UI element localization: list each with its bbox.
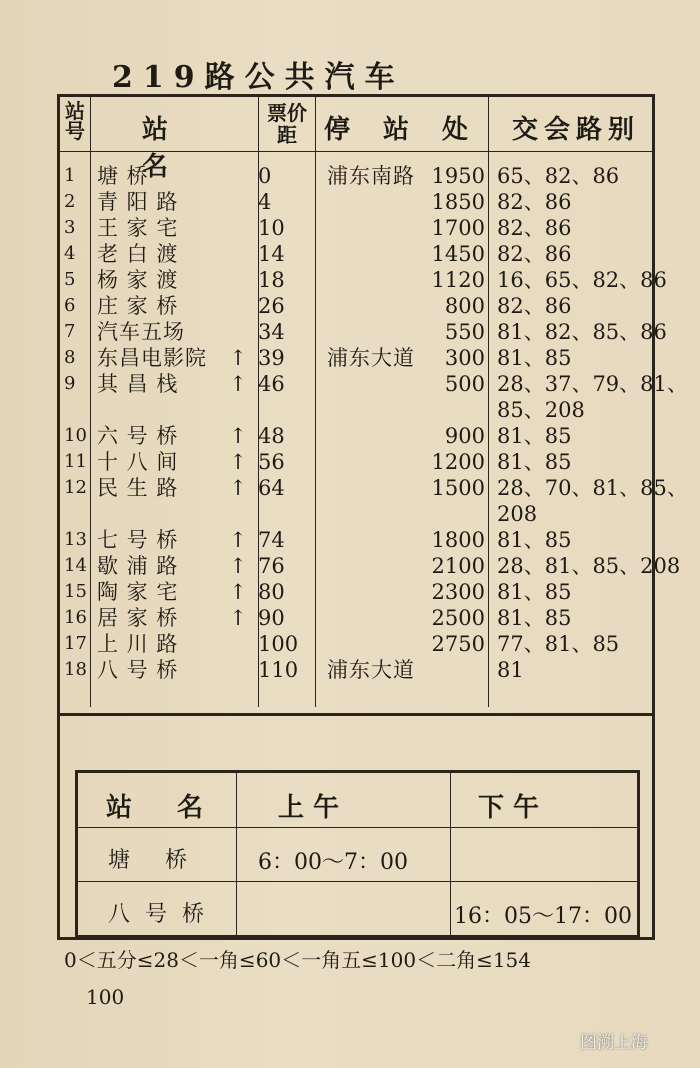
- direction-arrow: ↑: [229, 528, 247, 552]
- direction-arrow: ↑: [229, 372, 247, 396]
- stop-elevation: 1950: [431, 164, 485, 188]
- transfer-routes: 82、86: [497, 216, 572, 240]
- table-row: [60, 631, 658, 657]
- fare-distance: 10: [258, 216, 285, 240]
- schedule-header-pm: 下 午: [478, 793, 540, 823]
- header-parking: 停 站 处: [323, 115, 481, 145]
- transfer-routes: 81、85: [497, 580, 572, 604]
- schedule-divider: [78, 827, 637, 828]
- fare-distance: 76: [258, 554, 285, 578]
- station-name: 青 阳 路: [97, 190, 179, 214]
- table-bottom-divider: [60, 713, 652, 716]
- fare-distance: 80: [258, 580, 285, 604]
- station-name: 陶 家 宅: [97, 580, 179, 604]
- schedule-station: 塘 桥: [108, 848, 201, 873]
- table-row: [60, 475, 688, 526]
- transfer-routes: 77、81、85: [497, 632, 620, 656]
- transfer-routes-continued: 208: [497, 502, 538, 526]
- station-name: 上 川 路: [97, 632, 179, 656]
- transfer-routes: 82、86: [497, 294, 572, 318]
- stop-elevation: 2500: [431, 606, 485, 630]
- direction-arrow: ↑: [229, 424, 247, 448]
- station-number: 14: [64, 555, 87, 576]
- station-name: 杨 家 渡: [97, 268, 179, 292]
- stop-elevation: 2300: [431, 580, 485, 604]
- direction-arrow: ↑: [229, 554, 247, 578]
- station-number: 12: [64, 477, 87, 498]
- fare-distance: 0: [258, 164, 272, 188]
- schedule-pm-time: 16：05～17：00: [454, 904, 632, 929]
- stop-elevation: 1120: [431, 268, 485, 292]
- table-row: [60, 371, 688, 422]
- station-number: 4: [64, 243, 76, 264]
- station-number: 15: [64, 581, 87, 602]
- transfer-routes: 28、81、85、208: [497, 554, 681, 578]
- parking-location: 浦东南路: [327, 164, 415, 188]
- direction-arrow: ↑: [229, 476, 247, 500]
- schedule-divider: [236, 773, 237, 935]
- header-transfer: 交会路别: [511, 115, 640, 145]
- stop-elevation: 300: [444, 346, 485, 370]
- table-row: [60, 449, 658, 475]
- station-number: 3: [64, 217, 76, 238]
- direction-arrow: ↑: [229, 580, 247, 604]
- fare-distance: 74: [258, 528, 285, 552]
- station-name: 汽车五场: [97, 320, 185, 344]
- transfer-routes: 81、85: [497, 606, 572, 630]
- fare-distance: 4: [258, 190, 272, 214]
- header-station-no: 站号: [65, 99, 85, 143]
- station-number: 9: [64, 373, 76, 394]
- schedule-station: 八 号 桥: [108, 902, 208, 927]
- table-row: [60, 579, 658, 605]
- direction-arrow: ↑: [229, 606, 247, 630]
- fare-distance: 26: [258, 294, 285, 318]
- station-name: 东昌电影院: [97, 346, 207, 370]
- station-number: 11: [64, 451, 87, 472]
- table-row: [60, 163, 658, 189]
- transfer-routes: 81、82、85、86: [497, 320, 667, 344]
- table-row: [60, 605, 658, 631]
- parking-location: 浦东大道: [327, 346, 415, 370]
- table-row: [60, 345, 658, 371]
- stop-elevation: 1850: [431, 190, 485, 214]
- transfer-routes: 28、37、79、81、: [497, 372, 688, 396]
- station-number: 5: [64, 269, 76, 290]
- transfer-routes: 16、65、82、86: [497, 268, 667, 292]
- table-row: [60, 527, 658, 553]
- header-fare-distance-bottom: 距: [277, 123, 297, 147]
- table-row: [60, 241, 658, 267]
- station-number: 6: [64, 295, 76, 316]
- station-number: 10: [64, 425, 87, 446]
- schedule-divider: [78, 881, 637, 882]
- stop-elevation: 1200: [431, 450, 485, 474]
- stop-elevation: 500: [444, 372, 485, 396]
- station-number: 17: [64, 633, 87, 654]
- station-number: 13: [64, 529, 87, 550]
- stop-elevation: 2750: [431, 632, 485, 656]
- station-number: 18: [64, 659, 87, 680]
- station-name: 六 号 桥: [97, 424, 179, 448]
- station-number: 1: [64, 165, 76, 186]
- station-name: 八 号 桥: [97, 658, 179, 682]
- station-name: 民 生 路: [97, 476, 179, 500]
- direction-arrow: ↑: [229, 450, 247, 474]
- transfer-routes: 82、86: [497, 190, 572, 214]
- schedule-am-time: 6：00～7：00: [258, 850, 408, 875]
- fare-distance: 100: [258, 632, 299, 656]
- stop-elevation: 2100: [431, 554, 485, 578]
- fare-distance: 14: [258, 242, 285, 266]
- fare-distance: 90: [258, 606, 285, 630]
- station-name: 其 昌 栈: [97, 372, 179, 396]
- schedule-header-station: 站 名: [106, 793, 222, 823]
- station-name: 塘 桥: [97, 164, 149, 188]
- transfer-routes: 82、86: [497, 242, 572, 266]
- table-row: [60, 319, 667, 345]
- fare-footnote: 0＜五分≤28＜一角≤60＜一角五≤100＜二角≤154: [64, 948, 532, 972]
- table-row: [60, 657, 658, 683]
- stop-elevation: 1450: [431, 242, 485, 266]
- table-row: [60, 189, 658, 215]
- stop-elevation: 1800: [431, 528, 485, 552]
- station-name: 老 白 渡: [97, 242, 179, 266]
- station-number: 7: [64, 321, 76, 342]
- station-name: 居 家 桥: [97, 606, 179, 630]
- station-name: 王 家 宅: [97, 216, 179, 240]
- direction-arrow: ↑: [229, 346, 247, 370]
- transfer-routes: 65、82、86: [497, 164, 620, 188]
- stop-elevation: 800: [444, 294, 485, 318]
- parking-location: 浦东大道: [327, 658, 415, 682]
- table-row: [60, 293, 658, 319]
- station-number: 16: [64, 607, 87, 628]
- table-row: [60, 215, 658, 241]
- watermark: 图溯上海: [580, 1033, 648, 1053]
- schedule-header-am: 上 午: [278, 793, 340, 823]
- header-station-name: 站 名: [141, 115, 208, 182]
- transfer-routes: 81、85: [497, 528, 572, 552]
- station-name: 庄 家 桥: [97, 294, 179, 318]
- page-number: 100: [86, 985, 125, 1009]
- table-row: [60, 553, 681, 579]
- transfer-routes: 81、85: [497, 346, 572, 370]
- stop-elevation: 1700: [431, 216, 485, 240]
- transfer-routes: 81、85: [497, 450, 572, 474]
- transfer-routes-continued: 85、208: [497, 398, 585, 422]
- fare-distance: 34: [258, 320, 285, 344]
- station-number: 8: [64, 347, 76, 368]
- transfer-routes: 81: [497, 658, 524, 682]
- schedule-table: [75, 770, 640, 938]
- table-row: [60, 267, 667, 293]
- fare-distance: 48: [258, 424, 285, 448]
- fare-distance: 46: [258, 372, 285, 396]
- stop-elevation: 550: [444, 320, 485, 344]
- schedule-divider: [450, 773, 451, 935]
- station-name: 七 号 桥: [97, 528, 179, 552]
- stop-elevation: 1500: [431, 476, 485, 500]
- station-name: 歇 浦 路: [97, 554, 179, 578]
- fare-distance: 18: [258, 268, 285, 292]
- fare-distance: 39: [258, 346, 285, 370]
- station-number: 2: [64, 191, 76, 212]
- transfer-routes: 28、70、81、85、: [497, 476, 688, 500]
- table-row: [60, 423, 658, 449]
- stop-elevation: 900: [444, 424, 485, 448]
- page-title: 219路公共汽车: [112, 60, 405, 95]
- fare-distance: 110: [258, 658, 299, 682]
- header-fare-distance-top: 票价: [267, 101, 307, 125]
- transfer-routes: 81、85: [497, 424, 572, 448]
- fare-distance: 56: [258, 450, 285, 474]
- fare-distance: 64: [258, 476, 285, 500]
- station-name: 十 八 间: [97, 450, 179, 474]
